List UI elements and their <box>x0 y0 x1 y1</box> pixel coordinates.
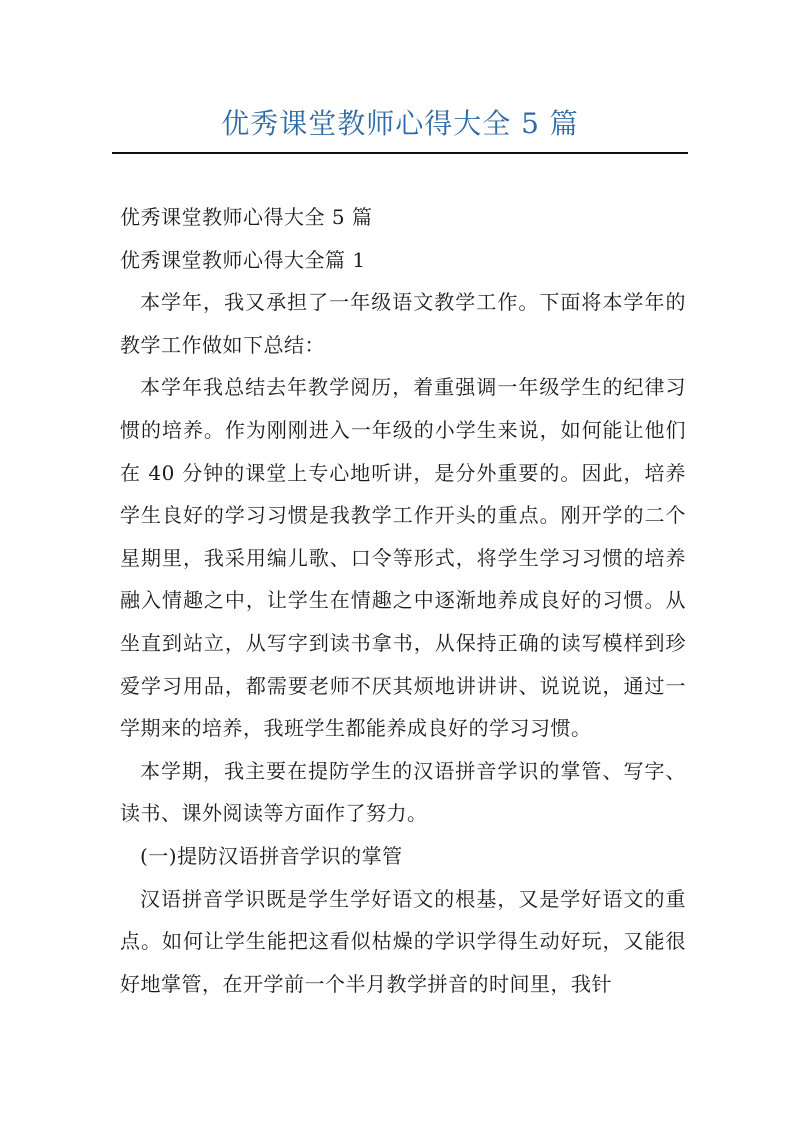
subsection-heading: (一)提防汉语拼音学识的掌管 <box>140 843 403 868</box>
paragraph: 本学年我总结去年教学阅历，着重强调一年级学生的纪律习惯的培养。作为刚刚进入一年级的小学生来说，如何能让他们在 40 分钟的课堂上专心地听讲，是分外重要的。因此，培养学生良好的学习习惯是我教学工作开头的重点。刚开学的二个星期里，我采用编儿歌、口令等形式，将学生学习习惯的培养融入情趣之中，让学生在情趣之中逐渐地养成良好的习惯。从坐直到站立，从写字到读书拿书，从保持正确的读写模样到珍爱学习用品，都需要老师不厌其烦地讲讲讲、说说说，通过一学期来的培养，我班学生都能养成良好的学习习惯。 <box>120 375 686 741</box>
title-underline <box>112 152 688 154</box>
document-body <box>120 196 686 1005</box>
paragraph: 本学年，我又承担了一年级语文教学工作。下面将本学年的教学工作做如下总结： <box>120 290 686 357</box>
document-title: 优秀课堂教师心得大全 5 篇 <box>221 107 579 140</box>
paragraph: 汉语拼音学识既是学生学好语文的根基，又是学好语文的重点。如何让学生能把这看似枯燥的学识学得生动好玩，又能很好地掌管，在开学前一个半月教学拼音的时间里，我针 <box>120 886 686 996</box>
section-heading: 优秀课堂教师心得大全篇 1 <box>120 247 366 272</box>
paragraph: 本学期，我主要在提防学生的汉语拼音学识的掌管、写字、读书、课外阅读等方面作了努力。 <box>120 758 686 826</box>
document-subtitle: 优秀课堂教师心得大全 5 篇 <box>120 205 373 229</box>
